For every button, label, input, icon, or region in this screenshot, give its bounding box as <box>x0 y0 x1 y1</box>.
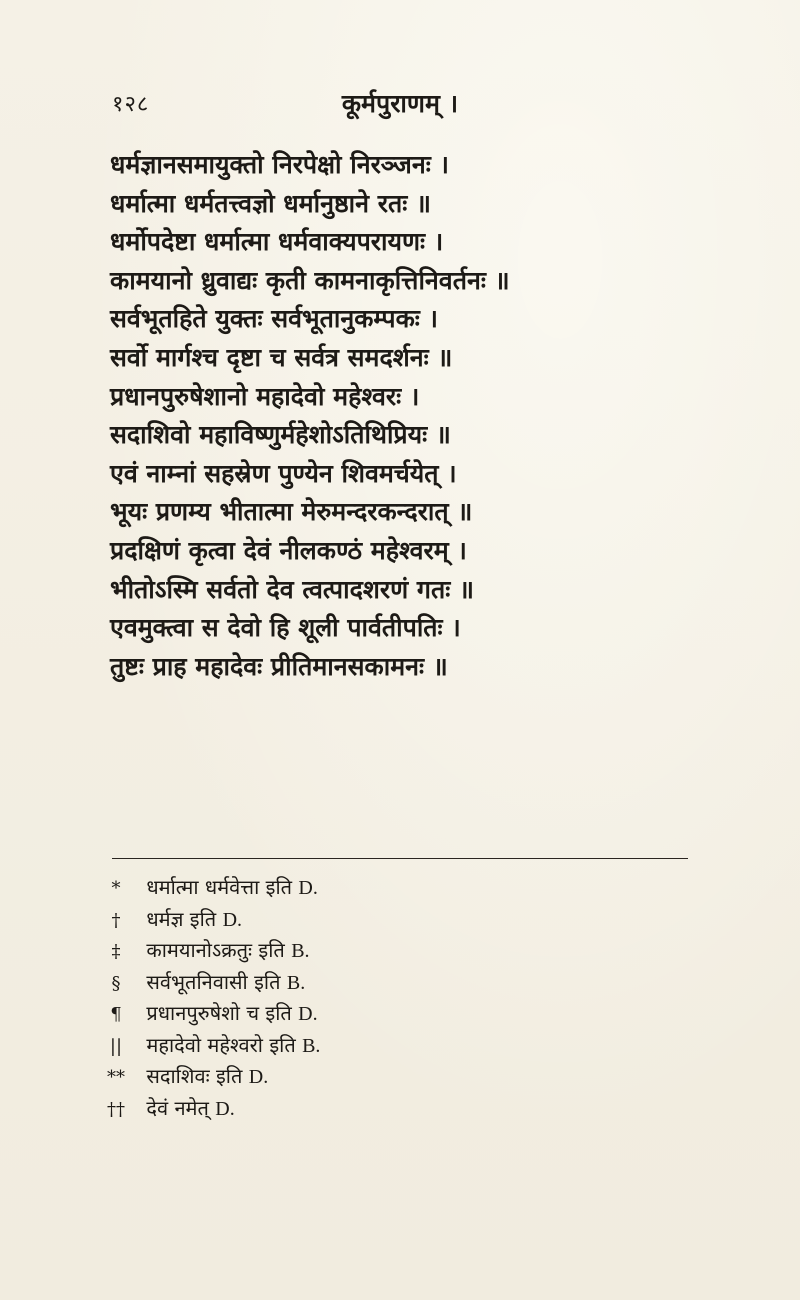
footnote-marker: ¶ <box>110 1004 122 1025</box>
footnote-text: सदाशिवः इति <box>146 1064 243 1088</box>
page-number: १२८ <box>112 92 150 117</box>
footnote <box>98 1030 658 1062</box>
verse-line: एवमुक्त्वा स देवो हि शूली पार्वतीपतिः । <box>110 613 461 643</box>
verse-line: धर्मोपदेष्टा धर्मात्मा धर्मवाक्यपरायणः । <box>110 227 444 257</box>
footnote-marker: * <box>111 878 121 899</box>
running-title: कूर्मपुराणम् । <box>341 89 459 118</box>
verse-line: कामयानो ध्रुवाद्यः कृती कामनाकृत्तिनिवर्तनः ॥ <box>110 265 510 295</box>
manuscript-siglum: D. <box>298 877 318 899</box>
footnote <box>98 872 658 904</box>
manuscript-siglum: B. <box>291 940 310 962</box>
footnotes <box>98 872 658 1124</box>
footnote-text: कामयानोऽक्रतुः इति <box>146 938 285 962</box>
verse-line: धर्मात्मा धर्मतत्त्वज्ञो धर्मानुष्ठाने रतः ॥ <box>110 188 431 218</box>
footnote-marker: || <box>109 1035 123 1057</box>
verse-line: एवं नाम्नां सहस्रेण पुण्येन शिवमर्चयेत् । <box>110 458 457 488</box>
verse-block <box>110 146 690 686</box>
manuscript-siglum: D. <box>222 908 243 931</box>
footnote-marker: † <box>111 909 121 931</box>
footnote-marker: § <box>111 972 121 994</box>
footnote <box>98 998 658 1030</box>
manuscript-siglum: B. <box>302 1034 321 1057</box>
verse-line: भीतोऽस्मि सर्वतो देव त्वत्पादशरणं गतः ॥ <box>110 574 474 604</box>
footnote <box>98 967 658 999</box>
footnote-text: सर्वभूतनिवासी इति <box>146 969 281 994</box>
footnote-text: धर्मज्ञ इति <box>146 906 217 931</box>
manuscript-siglum: D. <box>298 1003 318 1025</box>
manuscript-siglum: D. <box>215 1097 235 1120</box>
footnote <box>98 1093 658 1125</box>
verse-line: धर्मज्ञानसमायुक्तो निरपेक्षो निरञ्जनः । <box>110 150 449 179</box>
verse-line: भूयः प्रणम्य भीतात्मा मेरुमन्दरकन्दरात् ॥ <box>110 497 473 527</box>
footnote <box>98 935 658 967</box>
footnote-text: देवं नमेत् <box>146 1095 209 1120</box>
footnote-marker: †† <box>107 1098 125 1120</box>
verse-line: सर्वभूतहिते युक्तः सर्वभूतानुकम्पकः । <box>110 304 439 334</box>
verse-line: सर्वो मार्गश्च दृष्टा च सर्वत्र समदर्शनः ॥ <box>110 342 453 372</box>
footnote-text: महादेवो महेश्वरो इति <box>146 1032 296 1057</box>
footnote <box>98 904 658 936</box>
footnote <box>98 1061 658 1093</box>
footnote-marker: ** <box>107 1067 125 1088</box>
verse-line: सदाशिवो महाविष्णुर्महेशोऽतिथिप्रियः ॥ <box>110 420 451 450</box>
footnote-text: प्रधानपुरुषेशो च इति <box>146 1001 292 1025</box>
footnote-marker: ‡ <box>111 941 121 962</box>
verse-line: तुष्टः प्राह महादेवः प्रीतिमानसकामनः ॥ <box>110 651 448 681</box>
manuscript-siglum: D. <box>248 1066 269 1088</box>
verse-line: प्रधानपुरुषेशानो महादेवो महेश्वरः । <box>110 381 420 411</box>
page-header <box>0 84 800 124</box>
manuscript-siglum: B. <box>286 971 306 994</box>
verse-line: प्रदक्षिणं कृत्वा देवं नीलकण्ठं महेश्वरम् । <box>110 535 467 565</box>
footnote-rule <box>112 858 688 859</box>
footnote-text: धर्मात्मा धर्मवेत्ता इति <box>146 875 293 899</box>
